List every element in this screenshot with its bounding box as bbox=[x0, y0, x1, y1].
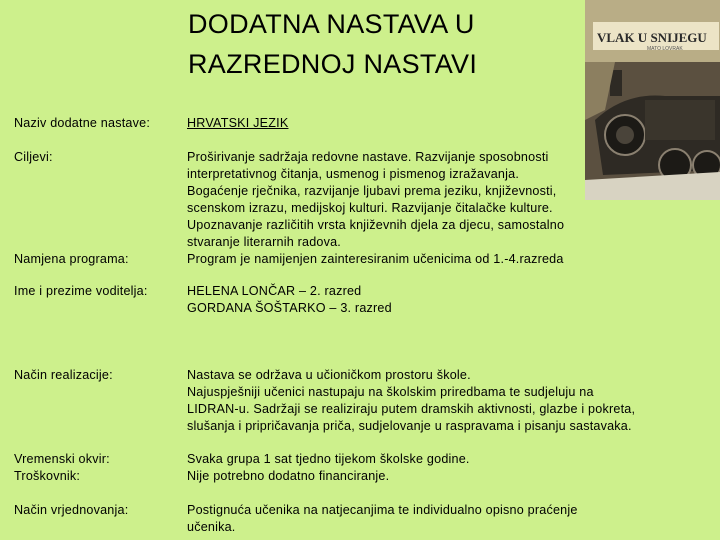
ciljevi-line: interpretativnog čitanja, usmenog i pismenog izražavanja. bbox=[187, 167, 520, 181]
vremenski-line: Svaka grupa 1 sat tjedno tijekom školske godine. bbox=[187, 452, 470, 466]
value-namjena: Program je namijenjen zainteresiranim učenicima od 1.-4.razreda bbox=[187, 252, 564, 266]
book-cover-author: MATO LOVRAK bbox=[647, 46, 683, 52]
page-title-line-1: DODATNA NASTAVA U bbox=[188, 9, 475, 39]
book-cover-title: VLAK U SNIJEGU bbox=[597, 30, 707, 45]
value-realizacija bbox=[187, 367, 687, 435]
troskovnik-line: Nije potrebno dodatno financiranje. bbox=[187, 469, 390, 483]
page-title-line-2: RAZREDNOJ NASTAVI bbox=[188, 49, 478, 79]
realizacija-line: slušanja i pripričavanja priča, sudjelovanje u raspravama i pisanju sastavaka. bbox=[187, 419, 632, 433]
ciljevi-line: Proširivanje sadržaja redovne nastave. Razvijanje sposobnosti bbox=[187, 150, 549, 164]
label-troskovnik: Troškovnik: bbox=[14, 469, 81, 483]
value-ciljevi bbox=[187, 149, 687, 251]
label-vremenski-okvir: Vremenski okvir: bbox=[14, 452, 110, 466]
ciljevi-line: Upoznavanje različitih vrsta književnih djela za djecu, samostalno bbox=[187, 218, 565, 232]
value-vremenski bbox=[187, 451, 687, 485]
vrjednovanje-line: učenika. bbox=[187, 520, 236, 534]
realizacija-line: Najuspješniji učenici nastupaju na školskim priredbama te sudjeluju na bbox=[187, 385, 594, 399]
ciljevi-line: stvaranje literarnih radova. bbox=[187, 235, 342, 249]
label-ciljevi: Ciljevi: bbox=[14, 150, 53, 164]
ciljevi-line: Bogaćenje rječnika, razvijanje ljubavi prema jeziku, književnosti, bbox=[187, 184, 557, 198]
label-naziv: Naziv dodatne nastave: bbox=[14, 116, 151, 130]
label-vremenski bbox=[14, 451, 184, 485]
realizacija-line: LIDRAN-u. Sadržaji se realiziraju putem dramskih aktivnosti, glazbe i pokreta, bbox=[187, 402, 636, 416]
voditelj-line: GORDANA ŠOŠTARKO – 3. razred bbox=[187, 301, 392, 315]
page-title bbox=[188, 4, 588, 84]
value-voditelji bbox=[187, 283, 687, 317]
ciljevi-line: scenskom izrazu, medijskoj kulturi. Razvijanje čitalačke kulture. bbox=[187, 201, 553, 215]
label-namjena: Namjena programa: bbox=[14, 252, 129, 266]
label-voditelji: Ime i prezime voditelja: bbox=[14, 284, 148, 298]
value-naziv: HRVATSKI JEZIK bbox=[187, 116, 289, 130]
vrjednovanje-line: Postignuća učenika na natjecanjima te individualno opisno praćenje bbox=[187, 503, 578, 517]
label-vrjednovanje: Način vrjednovanja: bbox=[14, 503, 129, 517]
realizacija-line: Nastava se održava u učioničkom prostoru škole. bbox=[187, 368, 471, 382]
label-realizacija: Način realizacije: bbox=[14, 368, 113, 382]
value-vrjednovanje bbox=[187, 502, 687, 536]
voditelj-line: HELENA LONČAR – 2. razred bbox=[187, 284, 362, 298]
